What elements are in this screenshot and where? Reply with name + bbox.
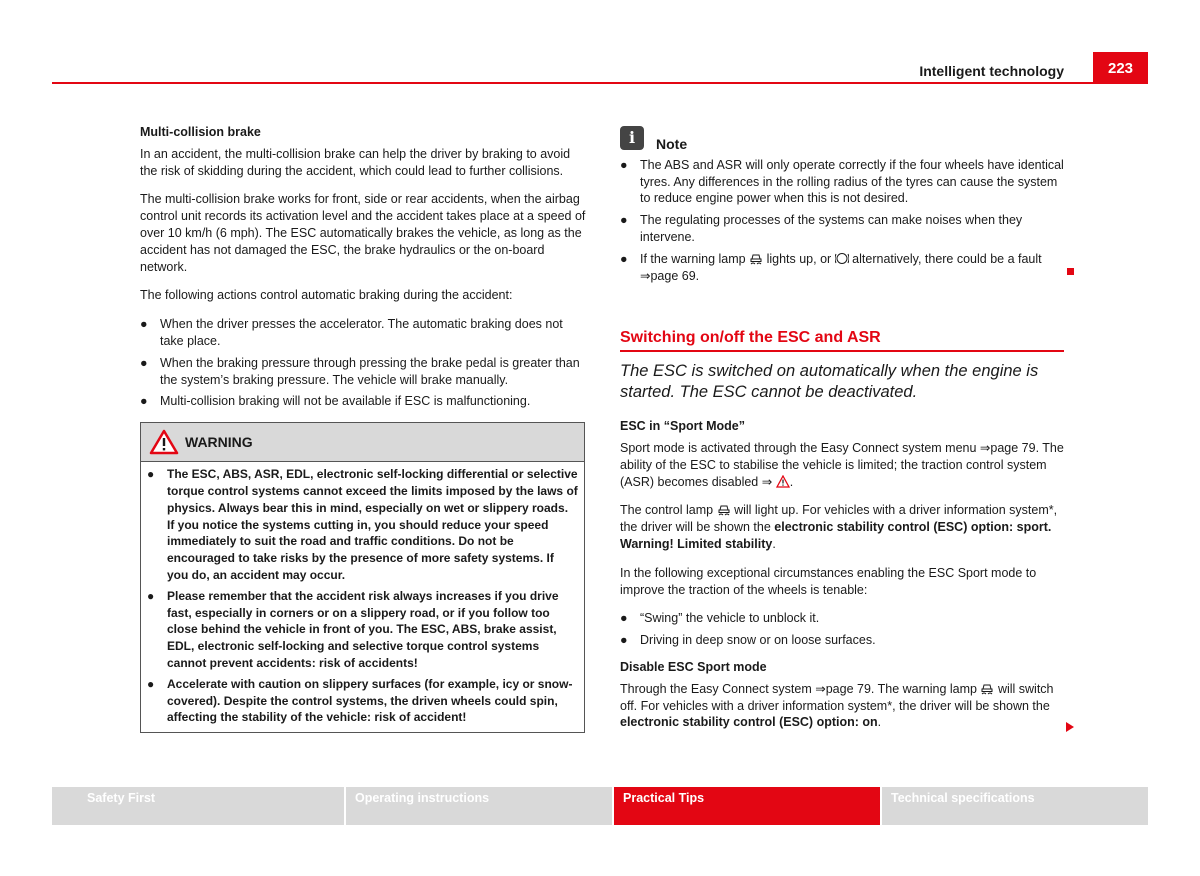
list-item: ● Driving in deep snow or on loose surfaces. xyxy=(620,633,876,648)
paragraph: The following actions control automatic braking during the accident: xyxy=(140,288,513,303)
bullet-dot: ● xyxy=(620,213,628,228)
list-item: ● Accelerate with caution on slippery surfaces (for example, icy or snow-covered). Despite the control systems, the driven wheels could spin, affecting the stability of the vehicle: risk of accident! xyxy=(147,676,573,725)
bullet-dot: ● xyxy=(147,676,155,691)
disable-sport-heading: Disable ESC Sport mode xyxy=(620,659,767,674)
list-item: ● The regulating processes of the systems can make noises when they intervene. xyxy=(620,213,1023,244)
multi-collision-heading: Multi-collision brake xyxy=(140,125,261,139)
tab-technical-specifications[interactable]: Technical specifications xyxy=(882,787,1148,825)
warning-header xyxy=(141,423,584,462)
note-label: Note xyxy=(656,136,688,152)
sport-mode-heading: ESC in “Sport Mode” xyxy=(620,419,745,434)
paragraph: The multi-collision brake works for front, side or rear accidents, when the airbag control unit records its activation level and the accident takes place at a speed of over 10 km/h (6 mph). The ESC automatically brakes the vehicle, as long as the accident has not damaged the ESC, the brake hydraulics or the on-board network. xyxy=(140,192,586,274)
bullet-dot: ● xyxy=(620,633,628,648)
warning-triangle-icon xyxy=(149,429,179,455)
left-column xyxy=(140,124,586,733)
list-item: ● When the braking pressure through pressing the brake pedal is greater than the system’s braking pressure. The vehicle will brake manually. xyxy=(140,355,580,387)
section-title: Switching on/off the ESC and ASR xyxy=(620,330,1064,352)
bullet-dot: ● xyxy=(140,355,148,370)
section-intro: The ESC is switched on automatically when the engine is started. The ESC cannot be deactivated. xyxy=(620,362,1039,402)
list-item: ● The ESC, ABS, ASR, EDL, electronic self-locking differential or selective torque control systems cannot exceed the limits imposed by the laws of physics. Always bear this in mind, especially on wet or slippery roads. If you notice the systems cutting in, you should reduce your speed immediately to suit the road and traffic conditions. Do not be encouraged to take risks by the presence of more safety systems. If you do, an accident may occur. xyxy=(147,467,578,582)
bullet-dot: ● xyxy=(147,467,155,482)
list-item: ● “Swing” the vehicle to unblock it. xyxy=(620,611,820,626)
bullet-dot: ● xyxy=(147,588,155,603)
esc-lamp-icon xyxy=(980,682,994,695)
tab-practical-tips[interactable]: Practical Tips xyxy=(614,787,880,825)
footer-nav xyxy=(52,787,1148,825)
header-rule xyxy=(52,82,1148,84)
esc-lamp-icon xyxy=(717,503,731,516)
bullet-dot: ● xyxy=(620,251,628,266)
tab-operating-instructions[interactable]: Operating instructions xyxy=(346,787,612,825)
page-number: 223 xyxy=(1093,52,1148,84)
abs-lamp-icon xyxy=(835,252,849,265)
warning-box xyxy=(140,422,585,733)
warning-label: WARNING xyxy=(185,433,253,450)
list-item: ● When the driver presses the accelerator. The automatic braking does not take place. xyxy=(140,317,563,348)
list-item: ● The ABS and ASR will only operate correctly if the four wheels have identical tyres. Any differences in the rolling radius of the tyres can cause the system to reduce engine power when this is not desired. xyxy=(620,157,1064,206)
tab-safety-first[interactable]: Safety First xyxy=(52,787,344,825)
note-header xyxy=(620,124,1066,153)
bullet-dot: ● xyxy=(620,611,628,626)
warning-triangle-icon xyxy=(776,475,790,488)
list-item: ● If the warning lamp lights up, or alternatively, there could be a fault ⇒page 69. xyxy=(620,251,1042,283)
bullet-dot: ● xyxy=(140,317,148,332)
bullet-dot: ● xyxy=(140,394,148,409)
info-icon: i xyxy=(620,126,644,150)
paragraph: Through the Easy Connect system ⇒page 79. The warning lamp will switch off. For vehicles with a driver information system*, the driver will be shown the electronic stability control (ESC) option: on. xyxy=(620,681,1054,730)
section-end-marker xyxy=(1067,268,1074,275)
paragraph: In the following exceptional circumstances enabling the ESC Sport mode to improve the traction of the wheels is tenable: xyxy=(620,565,1037,597)
paragraph: In an accident, the multi-collision brake can help the driver by braking to avoid the risk of skidding during the accident, which could lead to further collisions. xyxy=(140,146,571,178)
paragraph: The control lamp will light up. For vehicles with a driver information system*, the driver will be shown the electronic stability control (ESC) option: sport. Warning! Limited stability. xyxy=(620,503,1058,551)
esc-lamp-icon xyxy=(749,252,763,265)
list-item: ● Please remember that the accident risk always increases if you drive fast, especially in corners or on a slippery road, or if you follow too close behind the vehicle in front of you. The ESC, ABS, brake assist, EDL, electronic self-locking and selective torque control systems cannot prevent accidents: risk of accidents! xyxy=(147,588,559,670)
warning-body xyxy=(141,462,584,732)
chapter-title: Intelligent technology xyxy=(919,63,1064,79)
right-column xyxy=(620,124,1066,743)
paragraph: Sport mode is activated through the Easy Connect system menu ⇒page 79. The ability of the ESC to stabilise the vehicle is limited; the traction control system (ASR) becomes disabled ⇒ . xyxy=(620,440,1064,489)
bullet-dot: ● xyxy=(620,157,628,172)
continue-arrow-icon xyxy=(1066,722,1074,732)
list-item: ● Multi-collision braking will not be available if ESC is malfunctioning. xyxy=(140,394,531,409)
